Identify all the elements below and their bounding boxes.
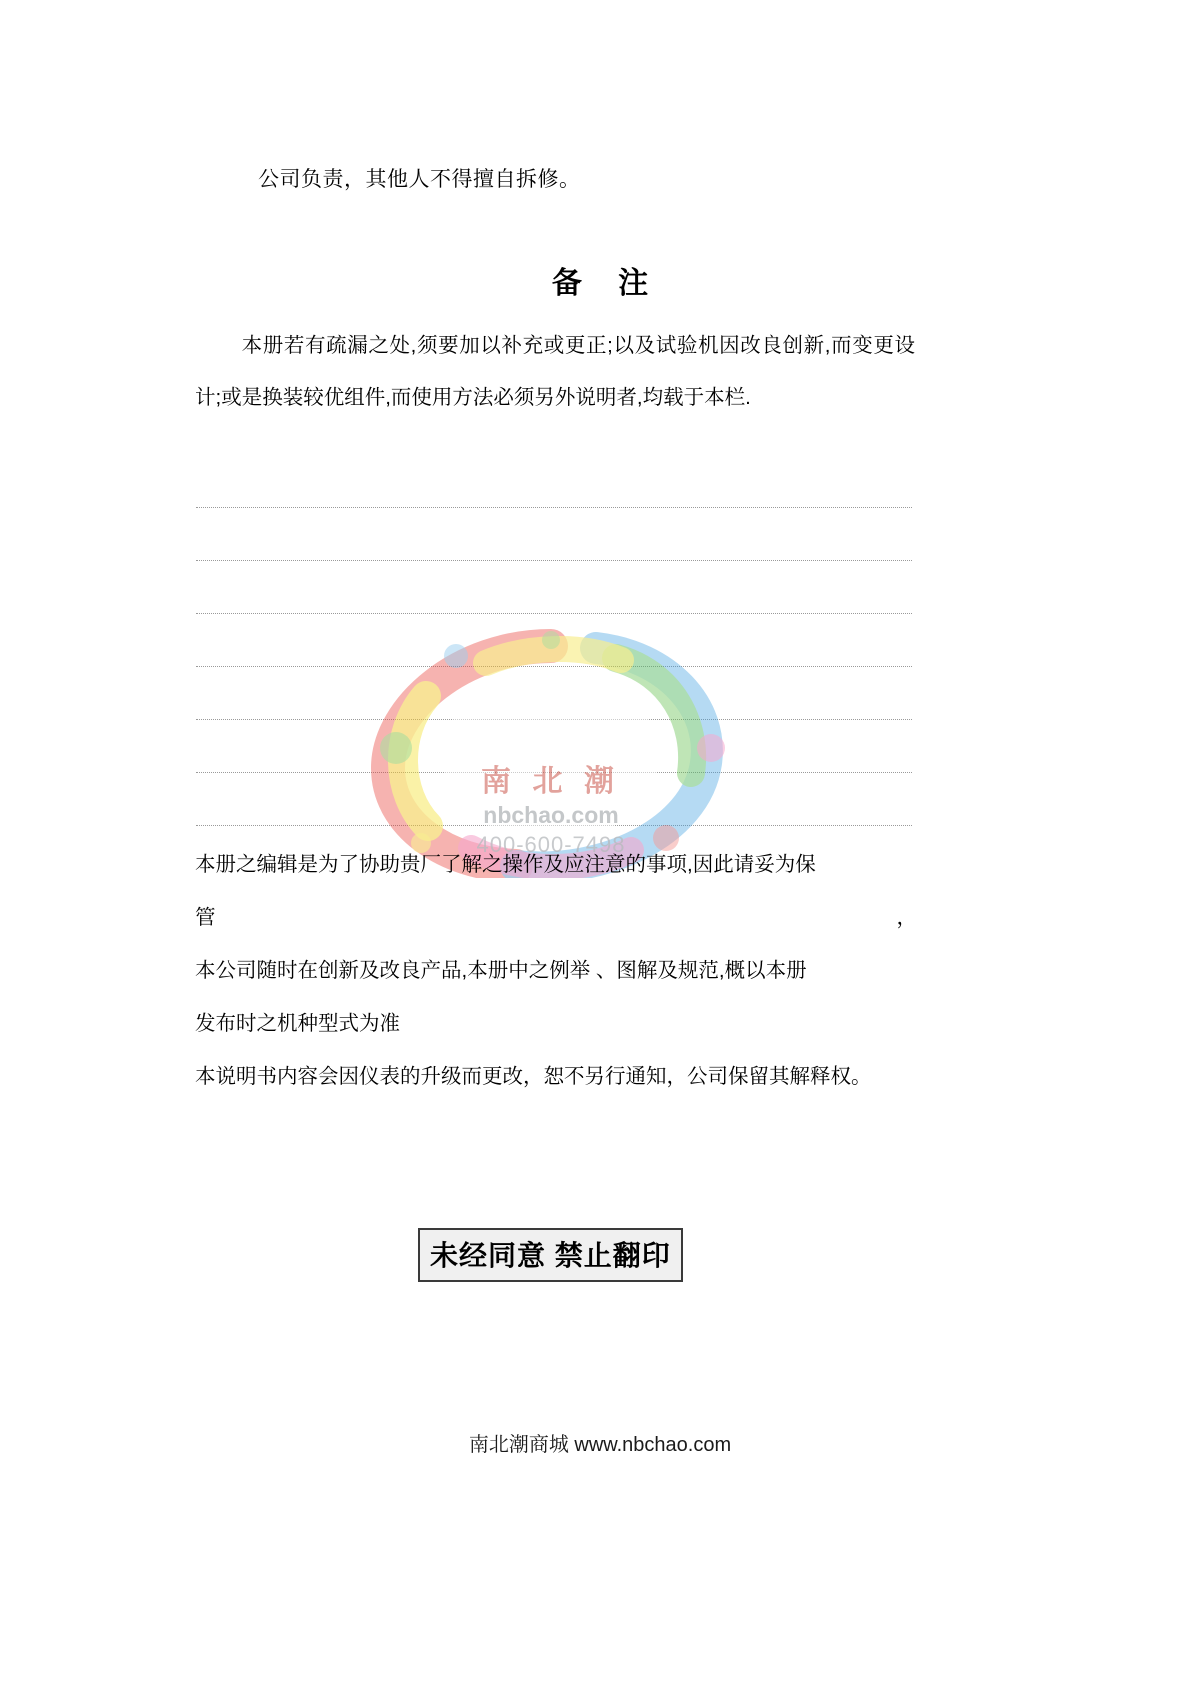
lower-paragraph-3: 本公司随时在创新及改良产品,本册中之例举 、图解及规范,概以本册	[195, 959, 807, 982]
writing-rule	[196, 508, 912, 561]
lower-paragraph-5: 本说明书内容会因仪表的升级而更改，恕不另行通知，公司保留其解释权。	[195, 1065, 872, 1088]
writing-rule	[196, 561, 912, 614]
writing-rule	[196, 720, 912, 773]
writing-rule	[196, 773, 912, 826]
watermark-brand-cn: 南 北 潮	[481, 765, 621, 798]
note-paragraph	[195, 320, 915, 424]
lower-paragraph-block	[195, 838, 917, 1103]
note-paragraph-text: 本册若有疏漏之处,须要加以补充或更正;以及试验机因改良创新,而变更设计;或是换装较优组件,而使用方法必须另外说明者,均载于本栏.	[195, 334, 915, 409]
no-reprint-stamp: 未经同意 禁止翻印	[418, 1228, 683, 1282]
writing-rule	[196, 667, 912, 720]
lower-paragraph-1: 本册之编辑是为了协助贵厂了解之操作及应注意的事项,因此请妥为保	[195, 853, 816, 876]
watermark-brand-url: nbchao.com	[483, 802, 619, 828]
writing-rule	[196, 455, 912, 508]
lower-paragraph-2: 管	[195, 906, 216, 929]
section-heading: 备 注	[551, 267, 663, 300]
watermark-phone: 400-600-7498	[476, 832, 626, 857]
page-footer: 南北潮商城 www.nbchao.com	[468, 1434, 732, 1456]
lower-paragraph-2-row	[195, 891, 917, 944]
blank-writing-rules	[196, 455, 912, 826]
lower-paragraph-4: 发布时之机种型式为准	[195, 1012, 400, 1035]
trailing-comma: ，	[896, 906, 917, 929]
writing-rule	[196, 614, 912, 667]
top-paragraph: 公司负责，其他人不得擅自拆修。	[258, 168, 581, 191]
